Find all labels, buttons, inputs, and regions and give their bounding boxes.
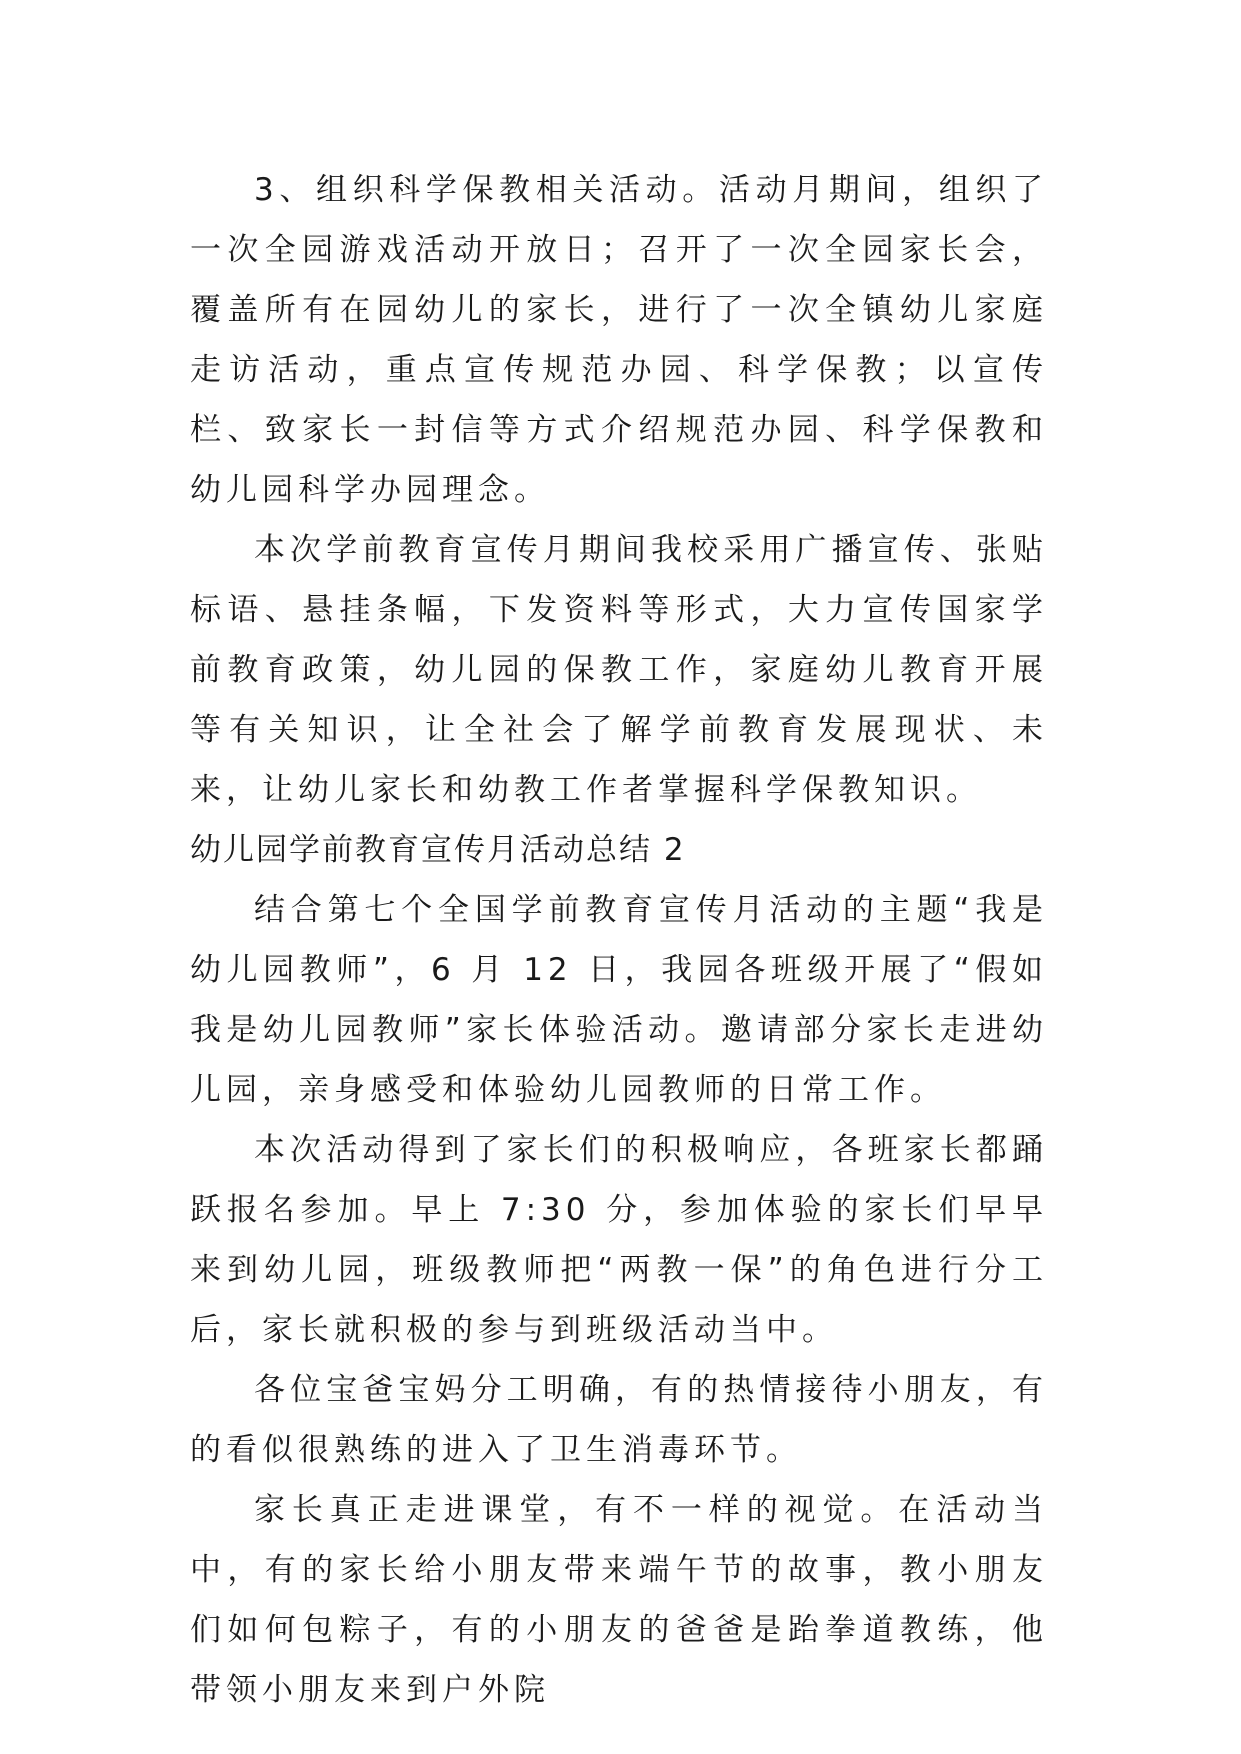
document-body [190,160,1048,1720]
paragraph-activities: 3、组织科学保教相关活动。活动月期间，组织了一次全园游戏活动开放日；召开了一次全园家长会，覆盖所有在园幼儿的家长，进行了一次全镇幼儿家庭走访活动，重点宣传规范办园、科学保教；以宣传栏、致家长一封信等方式介绍规范办园、科学保教和幼儿园科学办园理念。 [190,172,1048,508]
paragraph-classroom: 家长真正走进课堂，有不一样的视觉。在活动当中，有的家长给小朋友带来端午节的故事，教小朋友们如何包粽子，有的小朋友的爸爸是跆拳道教练，他带领小朋友来到户外院 [190,1492,1048,1708]
section-heading: 幼儿园学前教育宣传月活动总结 2 [190,832,686,868]
paragraph-publicity-summary: 本次学前教育宣传月期间我校采用广播宣传、张贴标语、悬挂条幅，下发资料等形式，大力宣传国家学前教育政策，幼儿园的保教工作，家庭幼儿教育开展等有关知识，让全社会了解学前教育发展现状、未来，让幼儿家长和幼教工作者掌握科学保教知识。 [190,532,1048,808]
paragraph-division-of-work: 各位宝爸宝妈分工明确，有的热情接待小朋友，有的看似很熟练的进入了卫生消毒环节。 [190,1372,1048,1468]
paragraph-response: 本次活动得到了家长们的积极响应，各班家长都踊跃报名参加。早上 7:30 分，参加体验的家长们早早来到幼儿园，班级教师把“两教一保”的角色进行分工后，家长就积极的参与到班级活动当中。 [190,1132,1048,1348]
paragraph-theme: 结合第七个全国学前教育宣传月活动的主题“我是幼儿园教师”，6 月 12 日，我园各班级开展了“假如我是幼儿园教师”家长体验活动。邀请部分家长走进幼儿园，亲身感受和体验幼儿园教师的日常工作。 [190,892,1048,1108]
